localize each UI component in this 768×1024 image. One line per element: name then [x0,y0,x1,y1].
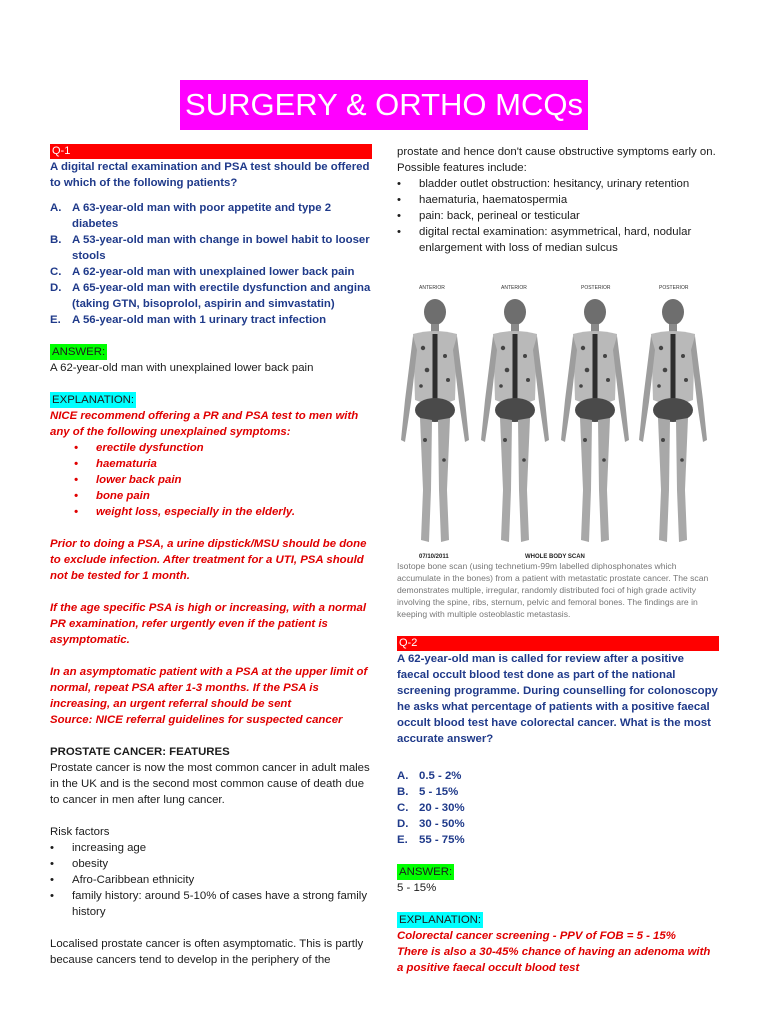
list-item: • Afro-Caribbean ethnicity [50,874,195,886]
explanation-tag: EXPLANATION: [52,394,135,406]
list-item: • family history: around 5-10% of cases have a strong family history [50,890,368,918]
list-item: • weight loss, especially in the elderly. [74,506,295,518]
list-item: • digital rectal examination: asymmetrical, hard, nodular enlargement with loss of median sulcus [397,226,692,254]
view-label: POSTERIOR [659,285,689,291]
explanation-paragraph: If the age specific PSA is high or increasing, with a normal PR examination, refer urgently even if the patient is asymptomatic. [50,602,367,646]
bone-scan-image [397,288,719,556]
list-item: • increasing age [50,842,147,854]
question-2-bar: Q-2 [397,636,719,651]
option-item: C. 20 - 30% [397,802,465,814]
list-item: • haematuria, haematospermia [397,194,568,206]
explanation-line: There is also a 30-45% chance of having an adenoma with a positive faecal occult blood test [397,946,711,974]
list-item: • bone pain [74,490,150,502]
option-item: D. 30 - 50% [397,818,465,830]
option-item: D. A 65-year-old man with erectile dysfunction and angina (taking GTN, bisoprolol, aspirin and simvastatin) [50,282,371,310]
question-1-bar: Q-1 [50,144,372,159]
source-text: Source: NICE referral guidelines for suspected cancer [50,714,343,726]
list-item: • pain: back, perineal or testicular [397,210,580,222]
answer-text: 5 - 15% [397,882,437,894]
bone-scan-figure [397,278,719,558]
body-paragraph: prostate and hence don't cause obstructive symptoms early on. Possible features include: [397,146,716,174]
figure-caption: Isotope bone scan (using technetium-99m labelled diphosphonates which accumulate in the bones) from a patient with metastatic prostate cancer. The scan demonstrates multiple, irregular, randomly distributed foci of high grade activity involving the spine, ribs, sternum, pelvic and femoral bones. The findings are in keeping with multiple osteoblastic metastasis. [397,561,709,619]
section-heading: PROSTATE CANCER: FEATURES [50,746,230,758]
option-item: A. 0.5 - 2% [397,770,462,782]
body-paragraph: Prostate cancer is now the most common cancer in adult males in the UK and is the second most common cause of death due to cancer in men after lung cancer. [50,762,370,806]
explanation-paragraph: Prior to doing a PSA, a urine dipstick/MSU should be done to exclude infection. After treatment for a UTI, PSA should not be tested for 1 month. [50,538,367,582]
answer-tag: ANSWER: [52,346,106,358]
explanation-intro: NICE recommend offering a PR and PSA test to men with any of the following unexplained symptoms: [50,410,359,438]
option-item: B. 5 - 15% [397,786,459,798]
question-2-text: A 62-year-old man is called for review after a positive faecal occult blood test done as part of the national screening programme. During counselling for colonoscopy he asks what percentage of patients with a positive faecal occult blood test have colorectal cancer. What is the most accurate answer? [397,653,718,745]
option-item: B. A 53-year-old man with change in bowel habit to looser stools [50,234,370,262]
list-item: • erectile dysfunction [74,442,204,454]
view-label: ANTERIOR [501,285,527,291]
question-2-options [397,768,719,848]
answer-tag: ANSWER: [399,866,453,878]
option-item: E. A 56-year-old man with 1 urinary tract infection [50,314,327,326]
scan-title: WHOLE BODY SCAN [525,554,585,560]
left-column [50,144,372,968]
feature-list [397,176,719,256]
page-title: SURGERY & ORTHO MCQs [180,80,588,130]
right-column [397,144,719,976]
option-item: C. A 62-year-old man with unexplained lower back pain [50,266,355,278]
list-item: • haematuria [74,458,157,470]
question-1-text: A digital rectal examination and PSA test should be offered to which of the following patients? [50,161,370,189]
body-paragraph: Localised prostate cancer is often asymptomatic. This is partly because cancers tend to develop in the periphery of the [50,938,364,966]
view-label: ANTERIOR [419,285,445,291]
explanation-tag: EXPLANATION: [399,914,482,926]
question-1-options [50,200,372,328]
list-item: • lower back pain [74,474,182,486]
risk-list [50,840,372,920]
list-item: • obesity [50,858,109,870]
risk-heading: Risk factors [50,826,110,838]
option-item: A. A 63-year-old man with poor appetite and type 2 diabetes [50,202,332,230]
explanation-paragraph: In an asymptomatic patient with a PSA at the upper limit of normal, repeat PSA after 1-3 months. If the PSA is increasing, an urgent referral should be sent [50,666,368,710]
view-label: POSTERIOR [581,285,611,291]
symptom-list [50,440,372,520]
explanation-line: Colorectal cancer screening - PPV of FOB = 5 - 15% [397,930,676,942]
scan-date: 07/10/2011 [419,554,449,560]
option-item: E. 55 - 75% [397,834,465,846]
answer-text: A 62-year-old man with unexplained lower back pain [50,362,314,374]
list-item: • bladder outlet obstruction: hesitancy, urinary retention [397,178,690,190]
